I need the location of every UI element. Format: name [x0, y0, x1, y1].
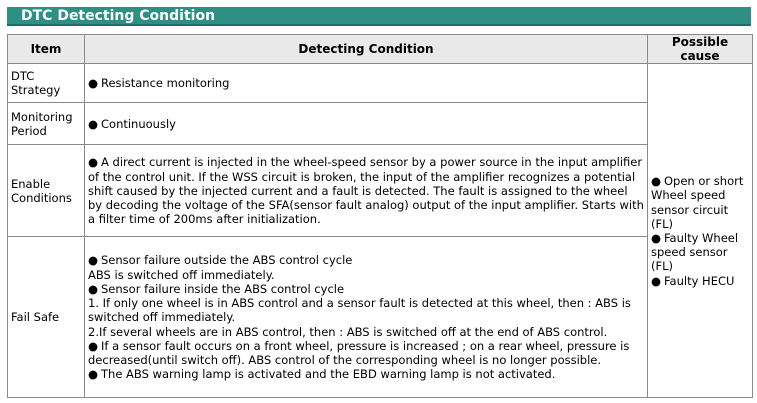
item-label: Conditions — [11, 190, 72, 205]
condition-line — [88, 253, 644, 267]
condition-cell — [85, 237, 648, 398]
section-title: DTC Detecting Condition — [7, 7, 751, 26]
condition-text: Resistance monitoring — [101, 76, 230, 91]
column-header-item: Item — [8, 35, 85, 64]
condition-line — [88, 296, 644, 324]
table-row — [8, 237, 753, 398]
condition-line — [88, 155, 644, 226]
cause-item — [651, 274, 749, 288]
item-cell — [8, 64, 85, 103]
condition-text: Sensor failure outside the ABS control cycle — [101, 253, 353, 268]
cause-item — [651, 174, 749, 231]
column-header-cause: Possible cause — [648, 35, 753, 64]
cause-text: Open or short Wheel speed sensor circuit (FL) — [651, 174, 744, 231]
bullet-icon: ● — [88, 367, 99, 382]
bullet-icon: ● — [88, 338, 99, 353]
table-row — [8, 145, 753, 237]
item-label: Period — [11, 123, 47, 138]
bullet-icon: ● — [651, 273, 662, 288]
condition-cell — [85, 145, 648, 237]
item-label: Enable — [11, 176, 51, 191]
condition-text: Sensor failure inside the ABS control cycle — [101, 281, 345, 296]
table-row — [8, 64, 753, 103]
condition-text: A direct current is injected in the wheel-speed sensor by a power source in the input amplifier of the control unit. If the WSS circuit is broken, the input of the amplifier recognizes a potential shift caused by the injected current and a fault is detected. The fault is assigned to the wheel by decoding the voltage of the SFA(sensor fault analog) output of the input amplifier. Starts with a filter time of 200ms after initialization. — [88, 155, 644, 227]
condition-text: 2.If several wheels are in ABS control, then : ABS is switched off at the end of ABS control. — [88, 324, 608, 339]
condition-text: Continuously — [101, 116, 176, 131]
item-cell — [8, 145, 85, 237]
bullet-icon: ● — [88, 253, 99, 268]
condition-line — [88, 339, 644, 367]
cause-text: Faulty HECU — [664, 273, 735, 288]
bullet-icon: ● — [88, 76, 99, 91]
condition-text: 1. If only one wheel is in ABS control and a sensor fault is detected at this wheel, then : ABS is switched off immediately. — [88, 296, 631, 325]
header-row — [8, 35, 753, 64]
bullet-icon: ● — [651, 230, 662, 245]
table-row — [8, 103, 753, 145]
cause-item — [651, 231, 749, 274]
item-label: DTC — [11, 69, 35, 84]
item-label: Fail Safe — [11, 310, 60, 325]
column-header-condition: Detecting Condition — [85, 35, 648, 64]
item-label: Monitoring — [11, 109, 73, 124]
condition-line — [88, 367, 644, 381]
possible-cause-cell — [648, 64, 753, 398]
bullet-icon: ● — [651, 174, 662, 189]
condition-line — [88, 76, 644, 90]
bullet-icon: ● — [88, 155, 99, 170]
condition-line — [88, 282, 644, 296]
bullet-icon: ● — [88, 281, 99, 296]
dtc-table — [7, 34, 753, 398]
cause-text: Faulty Wheel speed sensor (FL) — [651, 230, 739, 274]
bullet-icon: ● — [88, 116, 99, 131]
condition-cell — [85, 103, 648, 145]
item-cell — [8, 103, 85, 145]
item-cell — [8, 237, 85, 398]
condition-text: ABS is switched off immediately. — [88, 267, 275, 282]
condition-line — [88, 325, 644, 339]
item-label: Strategy — [11, 83, 61, 98]
condition-text: If a sensor fault occurs on a front wheel, pressure is increased ; on a rear wheel, pressure is decreased(until switch off). ABS control of the corresponding wheel is no longer possible. — [88, 338, 630, 367]
condition-line — [88, 268, 644, 282]
condition-text: The ABS warning lamp is activated and the EBD warning lamp is not activated. — [101, 367, 556, 382]
condition-line — [88, 117, 644, 131]
condition-cell — [85, 64, 648, 103]
